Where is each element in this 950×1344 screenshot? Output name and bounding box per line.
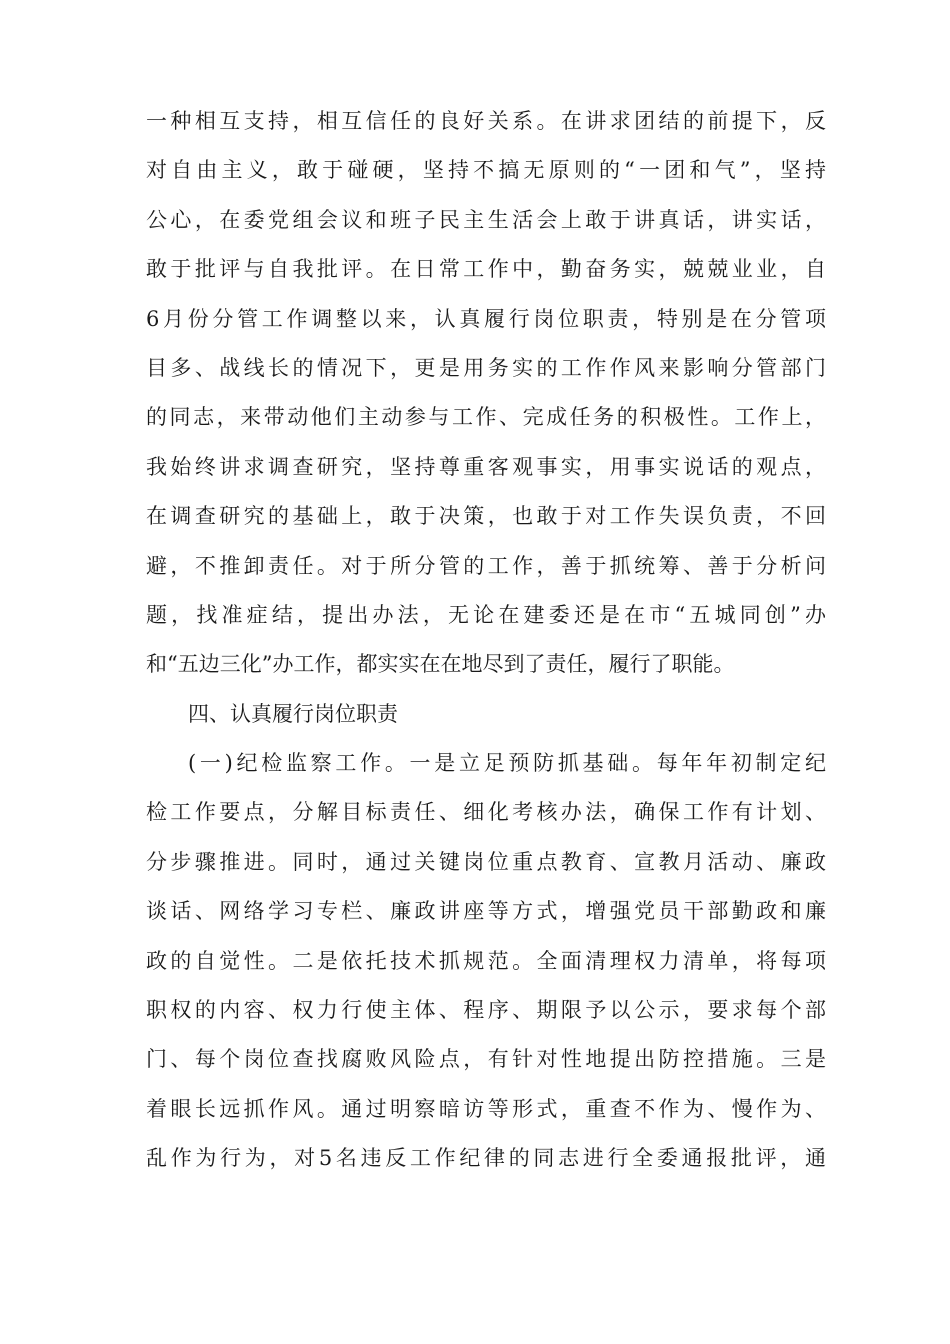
text-line: 避，不推卸责任。对于所分管的工作，善于抓统筹、善于分析问	[146, 553, 826, 578]
text-line: 着眼长远抓作风。通过明察暗访等形式，重查不作为、慢作为、	[146, 1096, 826, 1121]
text-line: 门、每个岗位查找腐败风险点，有针对性地提出防控措施。三是	[146, 1047, 826, 1072]
text-line: 对自由主义，敢于碰硬，坚持不搞无原则的“一团和气”，坚持	[146, 158, 826, 183]
text-line: 检工作要点，分解目标责任、细化考核办法，确保工作有计划、	[146, 800, 826, 825]
text-line: 一种相互支持，相互信任的良好关系。在讲求团结的前提下，反	[146, 109, 826, 133]
section-heading: 四、认真履行岗位职责	[188, 701, 398, 726]
text-line: 和“五边三化”办工作，都实实在在地尽到了责任，履行了职能。	[146, 652, 735, 677]
text-line: 6月份分管工作调整以来，认真履行岗位职责，特别是在分管项	[146, 306, 826, 331]
text-line: 政的自觉性。二是依托技术抓规范。全面清理权力清单，将每项	[146, 948, 826, 973]
text-line: 谈话、网络学习专栏、廉政讲座等方式，增强党员干部勤政和廉	[146, 899, 826, 924]
text-line: 目多、战线长的情况下，更是用务实的工作作风来影响分管部门	[146, 355, 826, 380]
text-line: 题，找准症结，提出办法，无论在建委还是在市“五城同创”办	[146, 602, 826, 627]
text-line: 职权的内容、权力行使主体、程序、期限予以公示，要求每个部	[146, 998, 826, 1023]
text-line: 敢于批评与自我批评。在日常工作中，勤奋务实，兢兢业业，自	[146, 257, 826, 282]
text-line: 乱作为行为，对5名违反工作纪律的同志进行全委通报批评，通	[146, 1146, 826, 1171]
text-line: 的同志，来带动他们主动参与工作、完成任务的积极性。工作上，	[146, 405, 826, 430]
body-text	[146, 97, 826, 1184]
text-line: 公心，在委党组会议和班子民主生活会上敢于讲真话，讲实话，	[146, 207, 826, 232]
text-line: 在调查研究的基础上，敢于决策，也敢于对工作失误负责，不回	[146, 504, 826, 529]
text-line: 我始终讲求调查研究，坚持尊重客观事实，用事实说话的观点，	[146, 454, 826, 479]
text-line: (一)纪检监察工作。一是立足预防抓基础。每年年初制定纪	[188, 751, 826, 776]
text-line: 分步骤推进。同时，通过关键岗位重点教育、宣教月活动、廉政	[146, 849, 826, 874]
